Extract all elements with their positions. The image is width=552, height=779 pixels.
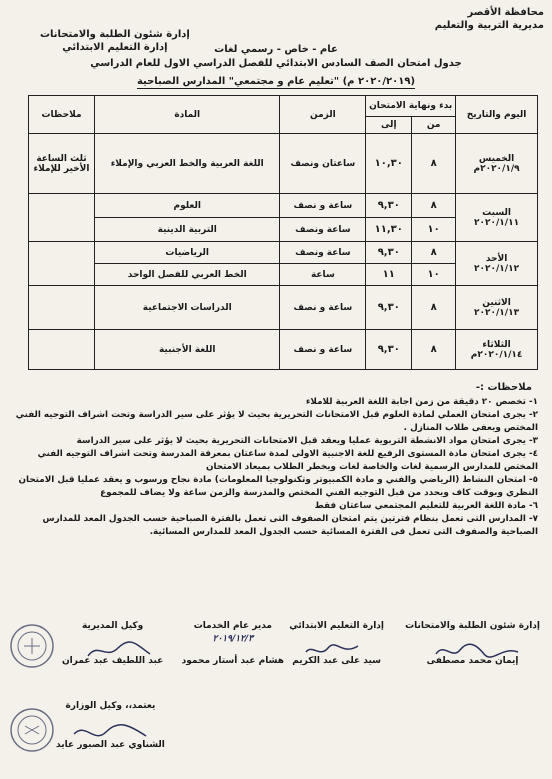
header-day: اليوم والتاريخ [456, 96, 538, 134]
note-item: ٤- يجرى امتحان مادة المستوى الرفيع للغة الاجنبية الاولى لمدة ساعتان بمعرفة المدرسة وتحت اشراف التوجيه الفني المختص للمدارس الرسمية لغات والخاصة لغات ويخطر الطلاب بميعاد الامتحان [37, 449, 538, 472]
to-cell: ١٠,٣٠ [366, 134, 412, 194]
header-subject: المادة [94, 96, 279, 134]
signature-name: سيد على عبد الكريم [292, 656, 382, 666]
subject-cell: التربية الدينية [94, 218, 279, 242]
signature-name: عبد اللطيف عبد عمران [62, 656, 164, 666]
signature-name: الشناوي عبد الصبور عايد [56, 740, 165, 750]
handwritten-signature-icon [432, 640, 522, 662]
note-cell [29, 330, 95, 370]
stamp-seal-icon [8, 706, 56, 754]
from-cell: ١٠ [412, 218, 456, 242]
from-cell: ٨ [412, 242, 456, 264]
handwritten-signature-icon [302, 640, 362, 660]
subject-cell: الخط العربي للفصل الواحد [94, 264, 279, 286]
exam-table [28, 95, 538, 370]
header-to: إلى [366, 117, 412, 134]
signature-title: وكيل المديرية [82, 621, 144, 631]
time-cell: ساعة و نصف [280, 330, 366, 370]
table-row [29, 330, 538, 370]
document-subtitle: (٢٠٢٠/٢٠١٩ م) "تعليم عام و مجتمعي" المدارس الصباحية [136, 76, 416, 87]
signature-name: إيمان محمد مصطفى [426, 656, 519, 666]
header-start-end: بدء ونهاية الامتحان [366, 96, 456, 117]
time-cell: ساعة [280, 264, 366, 286]
table-row [29, 134, 538, 194]
subject-cell: العلوم [94, 194, 279, 218]
signature-date: ٢٠١٩/١٢/٣ [212, 634, 254, 644]
header-time: الزمن [280, 96, 366, 134]
time-cell: ساعة ونصف [280, 218, 366, 242]
handwritten-signature-icon [70, 722, 150, 744]
note-item: ٥- امتحان النشاط (الرياضي والفني و مادة الكمبيوتر وتكنولوجيا المعلومات) مادة نجاح ورسوب و يعقد عمليا قبل الامتحان النظري وبوقت كاف ويحدد من قبل التوجيه الفني المختص والمدرسة والزمن ساعة ولا يضاف للمجموع [18, 475, 538, 498]
subject-cell: اللغة العربية والخط العربي والإملاء [94, 134, 279, 194]
directorate-name: مديرية التربية والتعليم [434, 20, 544, 31]
to-cell: ٩,٣٠ [366, 194, 412, 218]
signature-services-director [182, 620, 284, 668]
document-title: جدول امتحان الصف السادس الابتدائي للفصل الدراسي الاول للعام الدراسي [90, 58, 462, 69]
note-cell [29, 286, 95, 330]
header-notes: ملاحظات [29, 96, 95, 134]
day-cell: الثلاثاء ٢٠٢٠/١/١٤م [456, 330, 538, 370]
note-item: ٣- يجرى امتحان مواد الانشطة التربوية عمليا ويعقد قبل الامتحانات التحريرية بحيث لا يؤثر على سير الدراسة [76, 436, 538, 446]
to-cell: ١١ [366, 264, 412, 286]
note-cell: ثلث الساعة الأخير للإملاء [29, 134, 95, 194]
table-row [29, 286, 538, 330]
day-cell: الاثنين ٢٠٢٠/١/١٣ [456, 286, 538, 330]
table-row [29, 194, 538, 218]
to-cell: ٩,٣٠ [366, 286, 412, 330]
notes-list [12, 396, 538, 539]
time-cell: ساعة و نصف [280, 286, 366, 330]
from-cell: ٨ [412, 194, 456, 218]
note-item: ٢- يجرى امتحان العملي لمادة العلوم قبل الامتحانات التحريرية بحيث لا يؤثر على سير الدراسة وتحت اشراف التوجيه الفني المختص ويعفى طلاب المنازل . [15, 410, 538, 433]
note-item: ٧- المدارس التى تعمل بنظام فترتين يتم امتحان الصفوف التى تعمل بالفترة الصباحية حسب الجدول المعد للمدارس الصباحية والصفوف التى تعمل فى الفترة المسائية حسب الجدول المعد للمدارس المسائية. [42, 514, 538, 537]
signature-title: إدارة التعليم الابتدائي [289, 621, 384, 631]
signature-name: هشام عبد أستار محمود [181, 656, 284, 666]
to-cell: ٩,٣٠ [366, 242, 412, 264]
time-cell: ساعة و نصف [280, 194, 366, 218]
notes-title: ملاحظات :- [475, 382, 532, 393]
from-cell: ٨ [412, 330, 456, 370]
governorate-name: محافظة الأقصر [467, 7, 544, 18]
subject-cell: الرياضيات [94, 242, 279, 264]
table-row [29, 242, 538, 264]
approval-label: يعتمد،، وكيل الوزارة [65, 701, 156, 711]
school-types: عام - خاص - رسمي لغات [214, 44, 338, 55]
time-cell: ساعة ونصف [280, 242, 366, 264]
day-cell: الأحد ٢٠٢٠/١/١٢ [456, 242, 538, 286]
subject-cell: الدراسات الاجتماعية [94, 286, 279, 330]
to-cell: ٩,٣٠ [366, 330, 412, 370]
header-from: من [412, 117, 456, 134]
handwritten-signature-icon [84, 640, 154, 662]
from-cell: ١٠ [412, 264, 456, 286]
signature-title: إدارة شئون الطلبة والامتحانات [405, 621, 540, 631]
day-cell: الخميس ٢٠٢٠/١/٩م [456, 134, 538, 194]
time-cell: ساعتان ونصف [280, 134, 366, 194]
primary-admin-name: إدارة التعليم الابتدائي [62, 42, 168, 53]
signature-title: مدير عام الخدمات [193, 621, 272, 631]
to-cell: ١١,٣٠ [366, 218, 412, 242]
note-item: ١- تخصص ٢٠ دقيقة من زمن اجابة اللغة العربية للاملاء [305, 397, 538, 407]
day-cell: السبت ٢٠٢٠/١/١١ [456, 194, 538, 242]
subject-cell: اللغة الأجنبية [94, 330, 279, 370]
from-cell: ٨ [412, 134, 456, 194]
header-right [435, 6, 544, 32]
note-item: ٦- مادة اللغة العربية للتعليم المجتمعي ساعتان فقط [314, 501, 538, 511]
exams-admin-name: إدارة شئون الطلبة والامتحانات [40, 29, 190, 40]
from-cell: ٨ [412, 286, 456, 330]
note-cell [29, 194, 95, 242]
note-cell [29, 242, 95, 286]
stamp-seal-icon [8, 622, 56, 670]
